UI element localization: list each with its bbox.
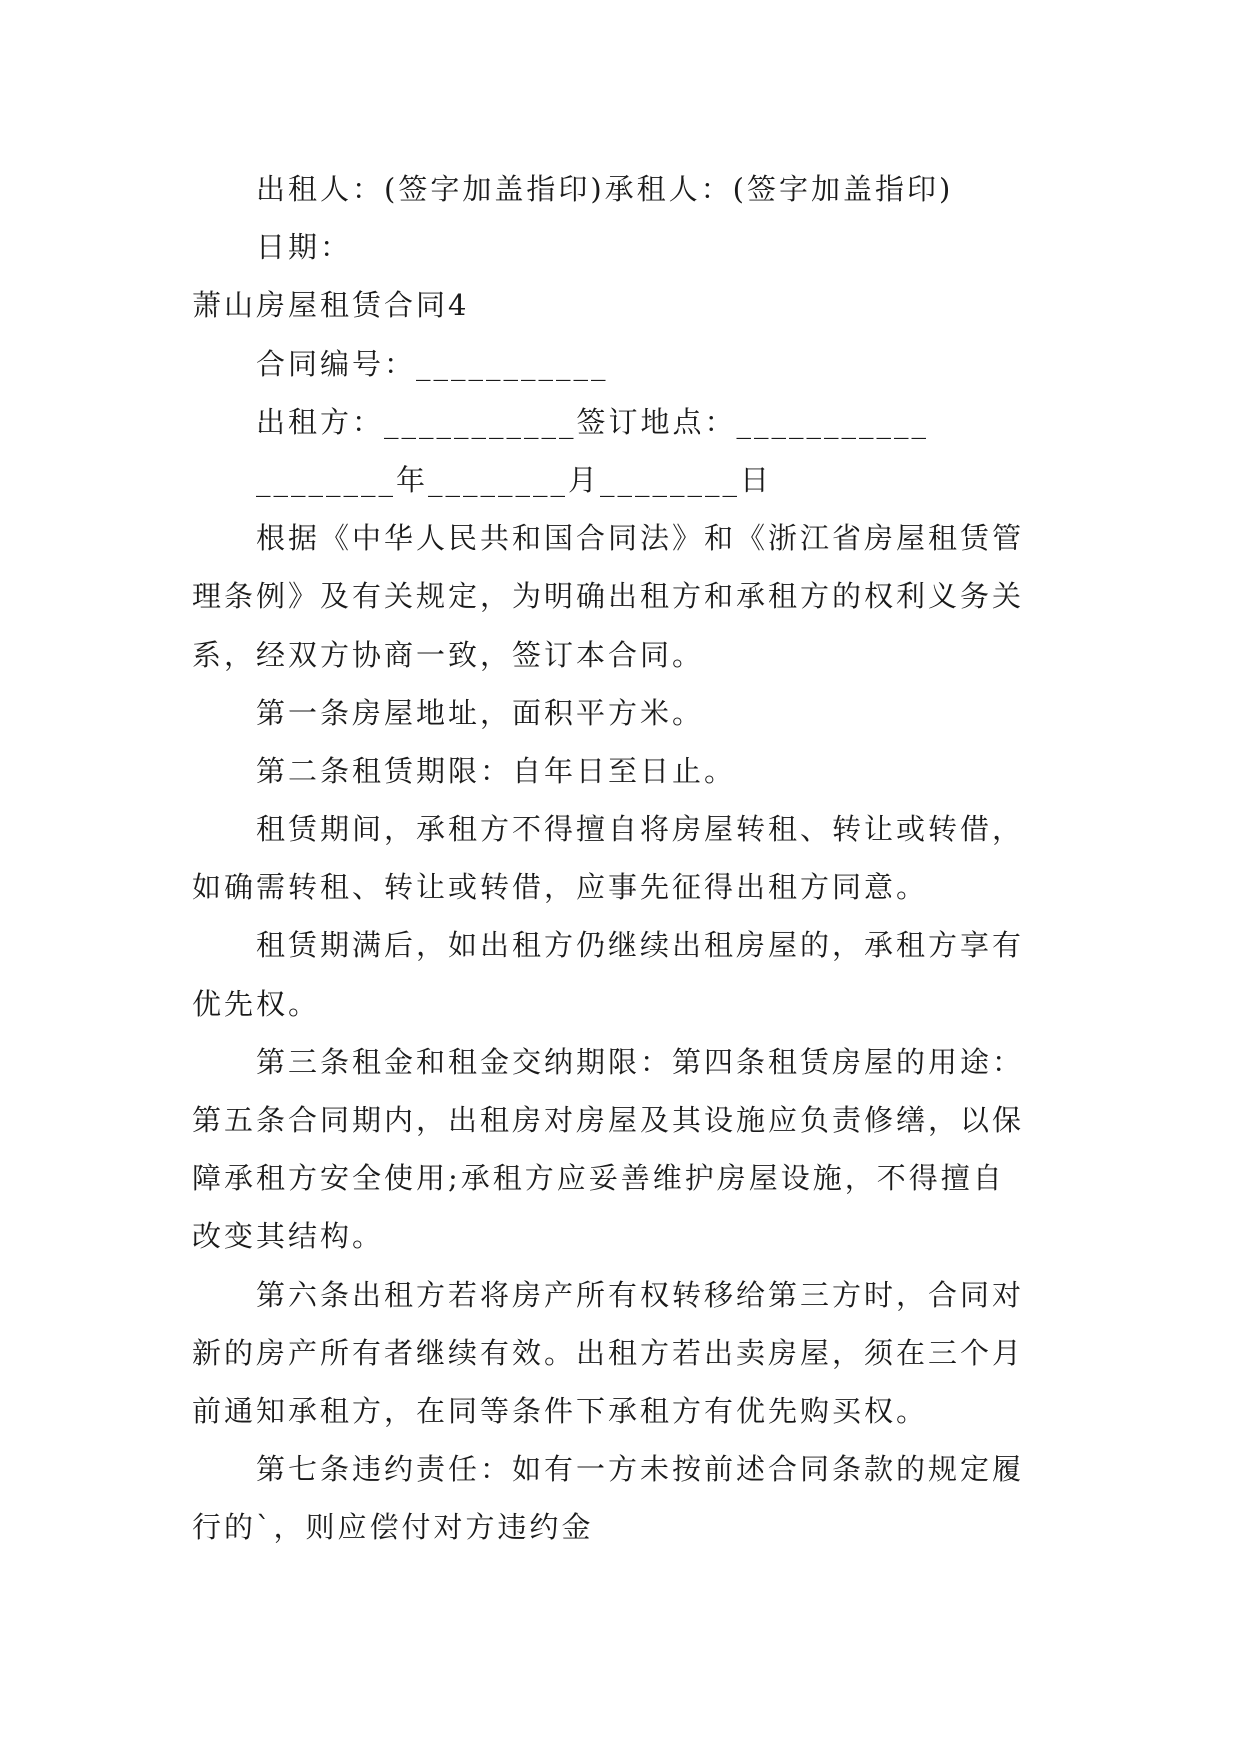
- document-body: [192, 160, 1062, 1557]
- paragraph-line: 理条例》及有关规定，为明确出租方和承租方的权利义务关: [192, 579, 1025, 614]
- lessor-signing-place-line: 出租方：___________签订地点：___________: [256, 404, 930, 439]
- paragraph-legal-basis: [192, 509, 1062, 684]
- paragraph-renewal-priority: [192, 916, 1062, 1032]
- paragraph-line: 行的`，则应偿付对方违约金: [192, 1510, 594, 1545]
- paragraph-line: 第二条租赁期限：自年日至日止。: [256, 753, 737, 788]
- paragraph-line: 第一条房屋地址，面积平方米。: [256, 695, 705, 730]
- signature-line: 出租人：(签字加盖指印)承租人：(签字加盖指印): [256, 172, 954, 206]
- signing-date-line: ________年________月________日: [256, 462, 773, 497]
- paragraph-line: 第六条出租方若将房产所有权转移给第三方时，合同对: [256, 1277, 1025, 1312]
- paragraph-articles-3-5: [192, 1033, 1062, 1266]
- date-line: 日期：: [256, 230, 353, 265]
- paragraph-line: 前通知承租方，在同等条件下承租方有优先购买权。: [192, 1393, 929, 1428]
- paragraph-line: 第三条租金和租金交纳期限：第四条租赁房屋的用途：: [256, 1044, 1025, 1079]
- paragraph-line: 障承租方安全使用;承租方应妥善维护房屋设施，不得擅自: [192, 1161, 1005, 1196]
- paragraph-line: 优先权。: [192, 986, 321, 1021]
- paragraph-sublease: [192, 800, 1062, 916]
- document-title: 萧山房屋租赁合同4: [192, 288, 470, 323]
- paragraph-line: 租赁期满后，如出租方仍继续出租房屋的，承租方享有: [256, 928, 1025, 963]
- paragraph-line: 第五条合同期内，出租房对房屋及其设施应负责修缮，以保: [192, 1103, 1025, 1137]
- paragraph-line: 如确需转租、转让或转借，应事先征得出租方同意。: [192, 870, 929, 905]
- paragraph-line: 改变其结构。: [192, 1219, 385, 1254]
- paragraph-line: 第七条违约责任：如有一方未按前述合同条款的规定履: [256, 1452, 1025, 1487]
- paragraph-article-1: [192, 684, 1062, 742]
- paragraph-article-6: [192, 1266, 1062, 1441]
- paragraph-line: 租赁期间，承租方不得擅自将房屋转租、转让或转借，: [256, 812, 1025, 847]
- contract-number-line: 合同编号：___________: [256, 346, 609, 381]
- paragraph-article-2: [192, 742, 1062, 800]
- paragraph-line: 新的房产所有者继续有效。出租方若出卖房屋，须在三个月: [192, 1335, 1025, 1370]
- paragraph-line: 系，经双方协商一致，签订本合同。: [192, 637, 705, 672]
- paragraph-article-7: [192, 1440, 1062, 1556]
- paragraph-line: 根据《中华人民共和国合同法》和《浙江省房屋租赁管: [256, 521, 1025, 556]
